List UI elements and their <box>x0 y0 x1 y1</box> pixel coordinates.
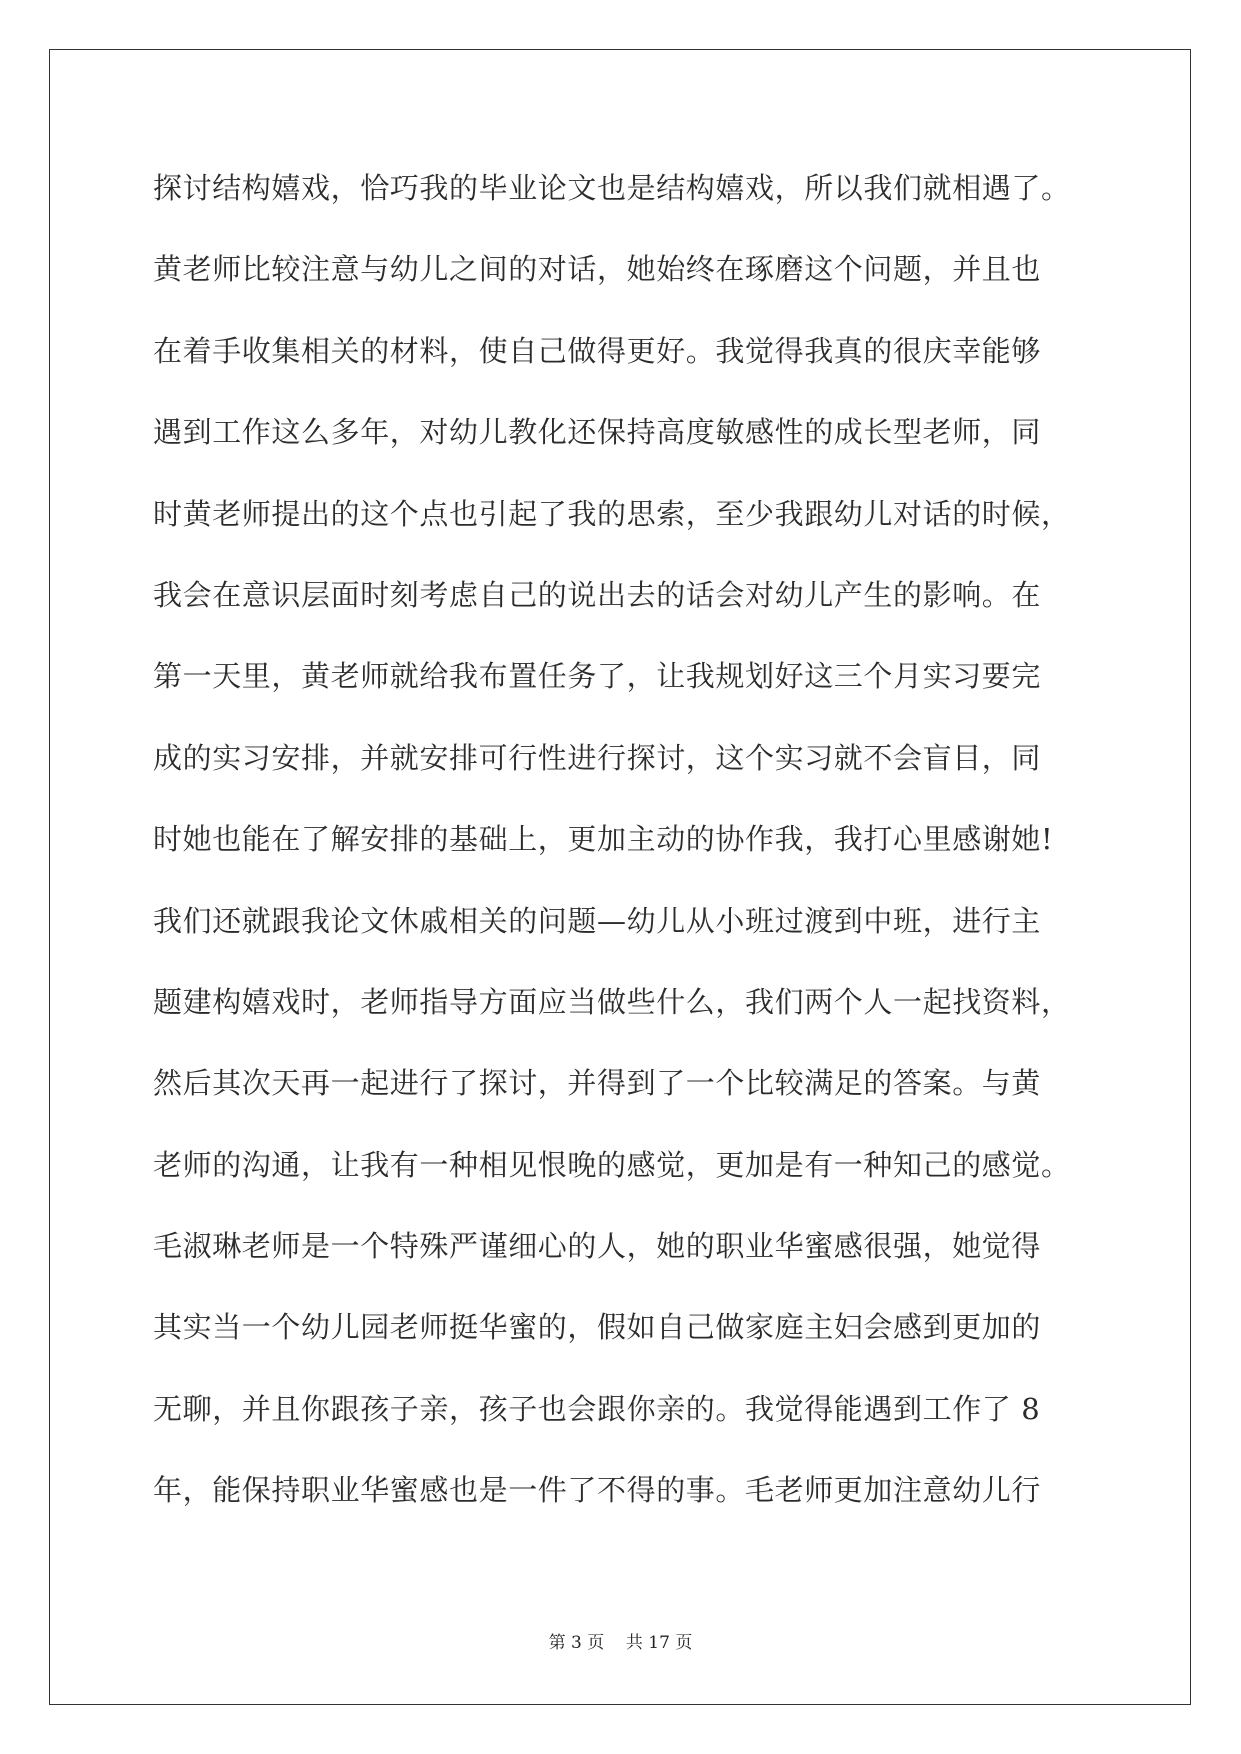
text-line: 黄老师比较注意与幼儿之间的对话，她始终在琢磨这个问题，并且也 <box>153 252 1042 287</box>
text-line: 成的实习安排，并就安排可行性进行探讨，这个实习就不会盲目，同 <box>153 740 1042 775</box>
text-line: 然后其次天再一起进行了探讨，并得到了一个比较满足的答案。与黄 <box>153 1066 1042 1101</box>
body-text <box>153 162 1093 1546</box>
text-line: 我会在意识层面时刻考虑自己的说出去的话会对幼儿产生的影响。在 <box>153 577 1042 612</box>
text-line: 毛淑琳老师是一个特殊严谨细心的人，她的职业华蜜感很强，她觉得 <box>153 1229 1042 1264</box>
text-line: 题建构嬉戏时，老师指导方面应当做些什么，我们两个人一起找资料， <box>153 984 1071 1019</box>
text-line: 其实当一个幼儿园老师挺华蜜的，假如自己做家庭主妇会感到更加的 <box>153 1310 1042 1345</box>
text-line: 时她也能在了解安排的基础上，更加主动的协作我，我打心里感谢她! <box>153 822 1054 857</box>
text-line: 无聊，并且你跟孩子亲，孩子也会跟你亲的。我觉得能遇到工作了 8 <box>153 1391 1041 1426</box>
text-line: 时黄老师提出的这个点也引起了我的思索，至少我跟幼儿对话的时候， <box>153 496 1071 531</box>
text-line: 探讨结构嬉戏，恰巧我的毕业论文也是结构嬉戏，所以我们就相遇了。 <box>153 171 1071 205</box>
text-line: 第一天里，黄老师就给我布置任务了，让我规划好这三个月实习要完 <box>153 659 1042 694</box>
text-line: 老师的沟通，让我有一种相见恨晚的感觉，更加是有一种知己的感觉。 <box>153 1147 1071 1182</box>
text-line: 在着手收集相关的材料，使自己做得更好。我觉得我真的很庆幸能够 <box>153 333 1042 368</box>
page-number-footer: 第 3 页 共 17 页 <box>548 1633 693 1653</box>
text-line: 遇到工作这么多年，对幼儿教化还保持高度敏感性的成长型老师，同 <box>153 415 1042 450</box>
text-line: 年，能保持职业华蜜感也是一件了不得的事。毛老师更加注意幼儿行 <box>153 1473 1042 1508</box>
text-line: 我们还就跟我论文休戚相关的问题—幼儿从小班过渡到中班，进行主 <box>153 903 1042 938</box>
